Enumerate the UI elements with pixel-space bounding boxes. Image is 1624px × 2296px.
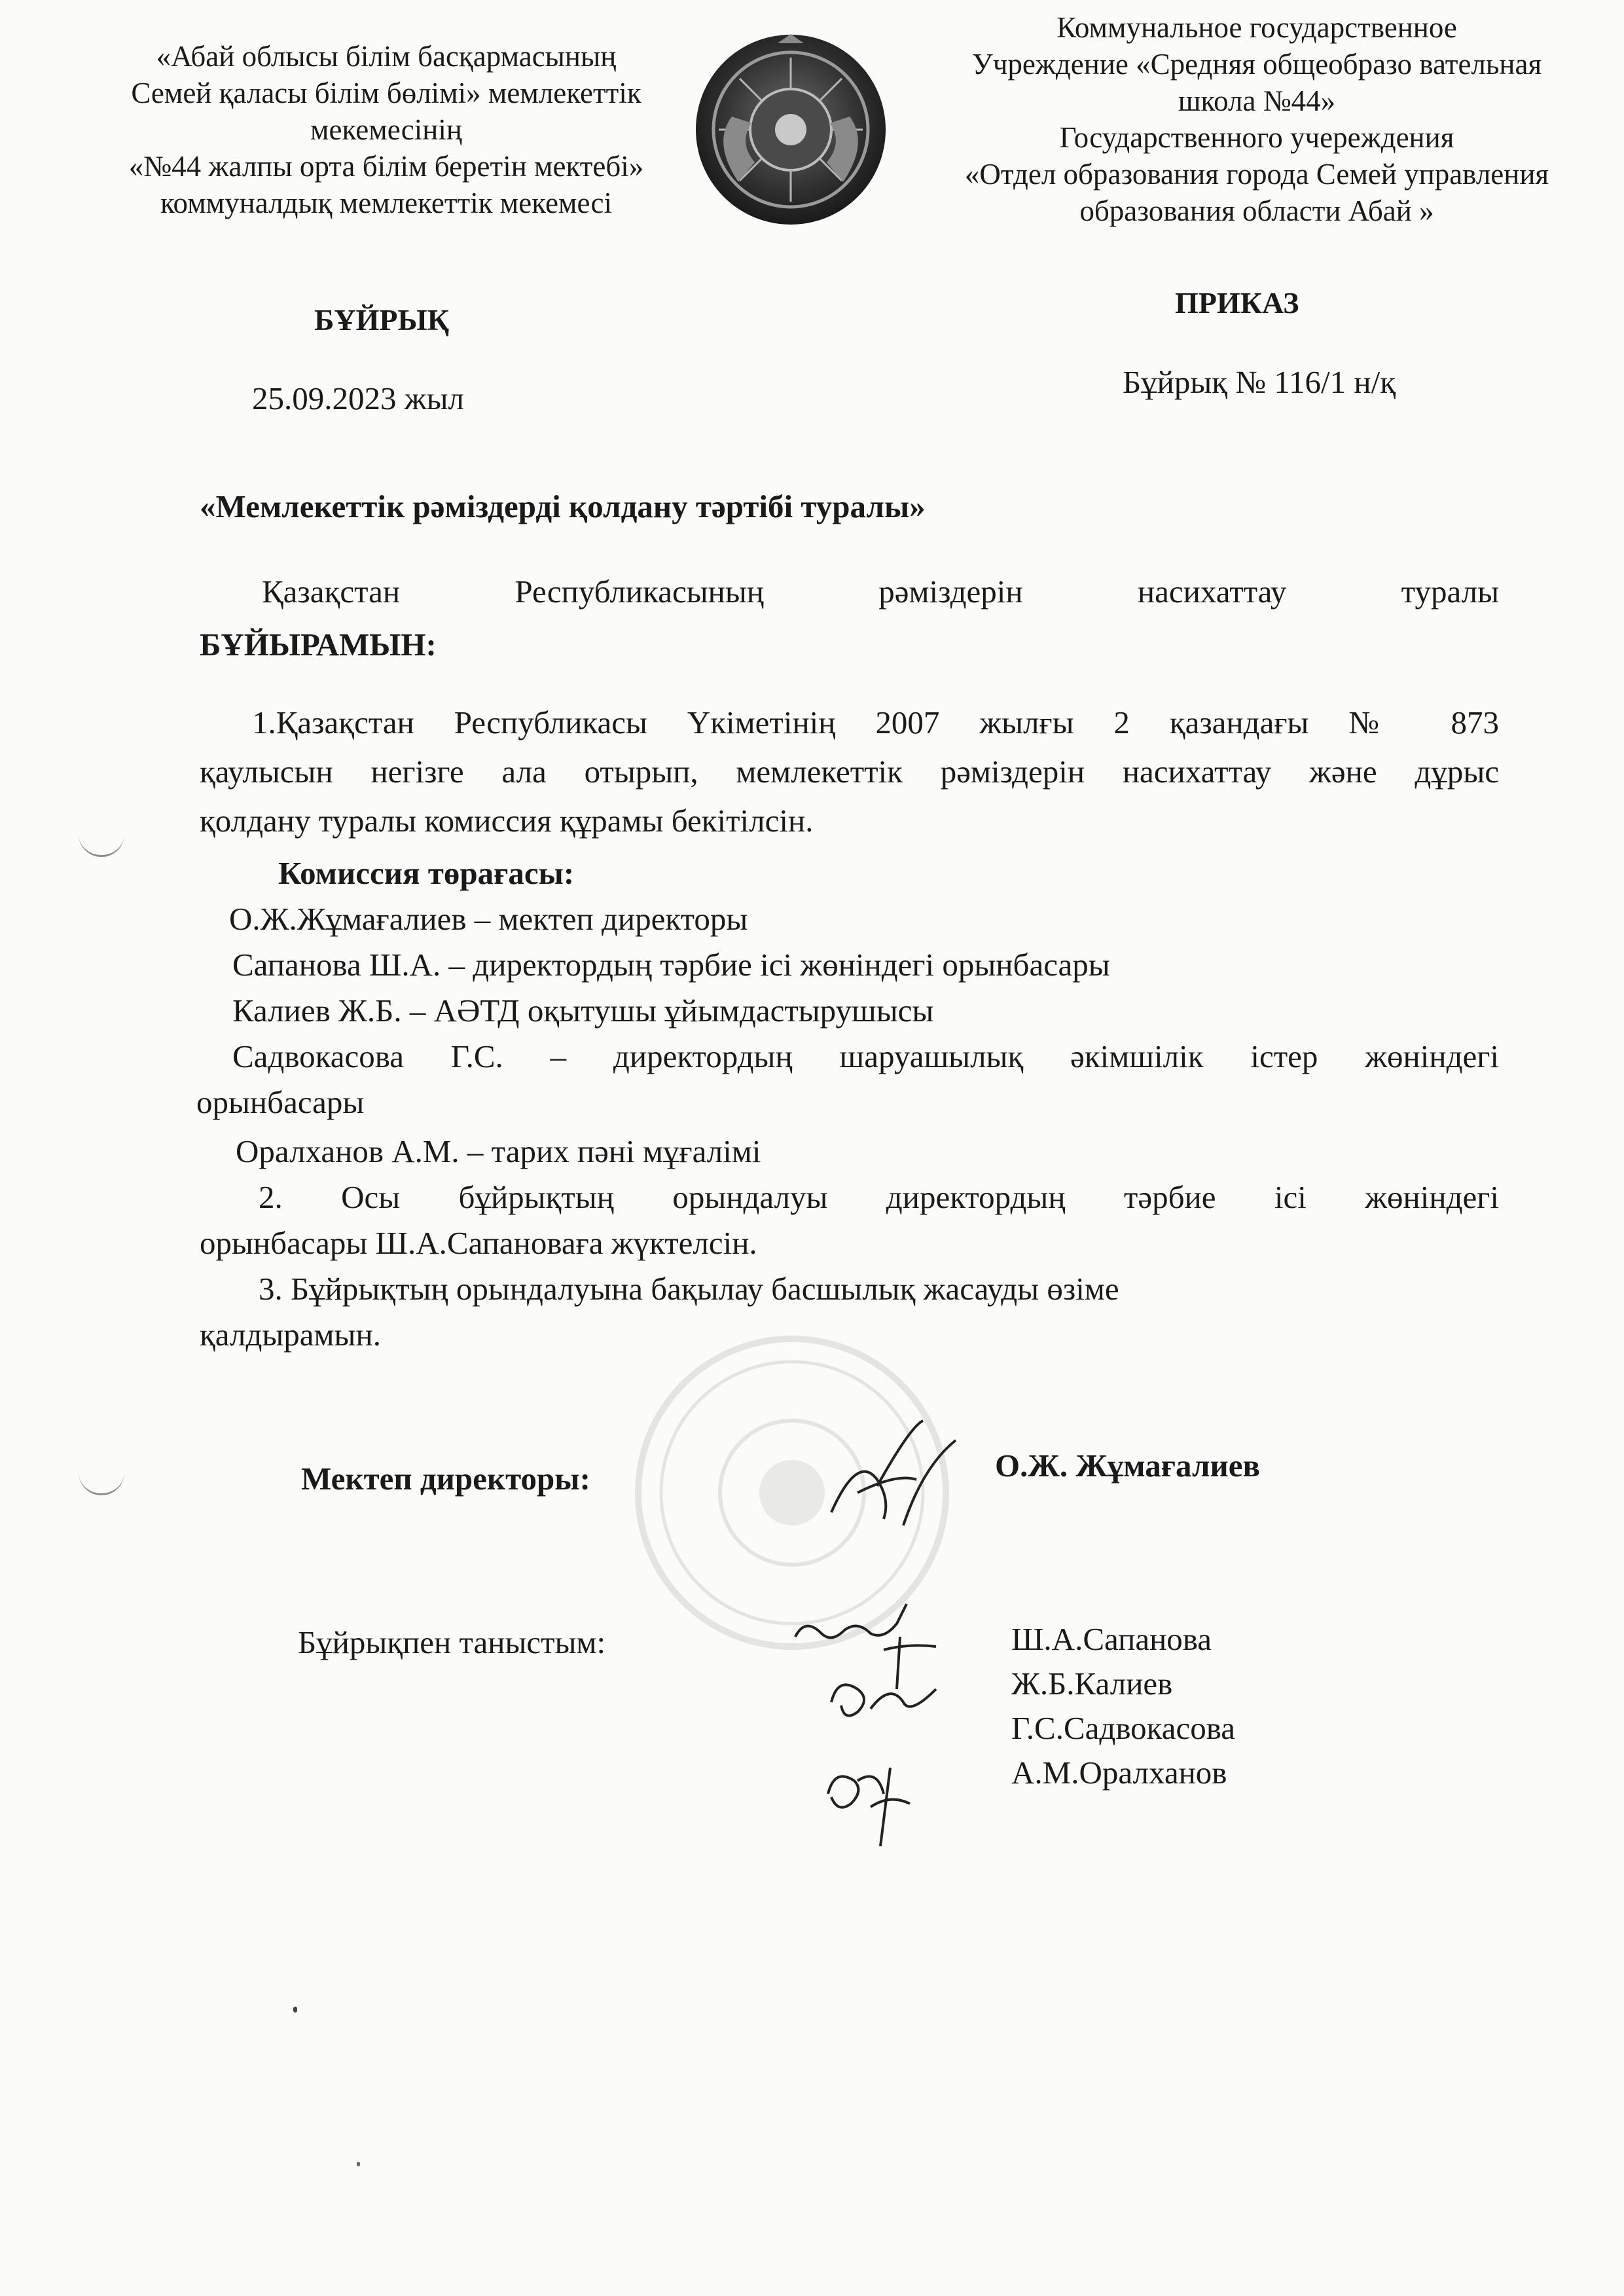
- header-russian-line: Учреждение «Средняя общеобразо вательная: [971, 48, 1542, 81]
- commission-member: О.Ж.Жұмағалиев – мектеп директоры: [229, 901, 748, 937]
- order-date: 25.09.2023 жыл: [252, 380, 464, 416]
- acknowledged-names: [1011, 1617, 1235, 1795]
- order-title-ru: ПРИКАЗ: [1175, 286, 1299, 319]
- commission-member: Садвокасова Г.С. – директордың шаруашылық әкімшілік істер жөніндегі: [232, 1038, 1499, 1074]
- signature-oralkhanov: [818, 1741, 916, 1853]
- scan-speck: [357, 2162, 360, 2166]
- item3-line: 3. Бұйрықтың орындалуына бақылау басшылық жасауды өзіме: [259, 1271, 1119, 1307]
- preamble-line: [262, 573, 1499, 611]
- acknowledged-label: Бұйрықпен таныстым:: [298, 1624, 606, 1660]
- item1-line: қолдану туралы комиссия құрамы бекітілсін.: [200, 803, 814, 839]
- order-number: Бұйрық № 116/1 н/қ: [1123, 364, 1396, 400]
- state-emblem: [693, 31, 889, 228]
- signature-kaliev: [825, 1663, 943, 1728]
- header-russian-line: Коммунальное государственное: [1056, 11, 1457, 44]
- header-kazakh-line: «№44 жалпы орта білім беретін мектебі»: [128, 150, 644, 183]
- header-russian: [910, 9, 1604, 229]
- commission-member: Оралханов А.М. – тарих пәні мұғалімі: [236, 1133, 761, 1169]
- header-kazakh: [98, 38, 674, 221]
- item2-line: 2. Осы бұйрықтың орындалуы директордың тәрбие ісі жөніндегі: [259, 1179, 1499, 1215]
- preamble-word: Қазақстан: [262, 574, 401, 610]
- commission-heading: Комиссия төрағасы:: [278, 855, 575, 891]
- item1-line: қаулысын негізге ала отырып, мемлекеттік рәміздерін насихаттау және дұрыс: [200, 754, 1499, 790]
- preamble-word: рәміздерін: [878, 574, 1023, 610]
- order-subject: «Мемлекеттік рәміздерді қолдану тәртібі туралы»: [200, 488, 926, 524]
- acknowledged-name: А.М.Оралханов: [1011, 1755, 1227, 1791]
- preamble-word: туралы: [1401, 574, 1499, 610]
- director-signature: [818, 1414, 962, 1532]
- header-kazakh-line: мекемесінің: [310, 113, 462, 146]
- director-label: Мектеп директоры:: [301, 1461, 590, 1497]
- header-russian-line: образования области Абай »: [1079, 194, 1434, 227]
- acknowledged-name: Ж.Б.Калиев: [1011, 1666, 1173, 1702]
- item3-line: қалдырамын.: [200, 1317, 381, 1353]
- commission-member: Сапанова Ш.А. – директордың тәрбие ісі жөніндегі орынбасары: [232, 947, 1110, 983]
- acknowledged-name: Г.С.Садвокасова: [1011, 1710, 1235, 1746]
- item1-line: 1.Қазақстан Республикасы Үкіметінің 2007 жылғы 2 қазандағы № 873: [252, 704, 1499, 740]
- commission-member: Калиев Ж.Б. – АӘТД оқытушы ұйымдастырушысы: [232, 993, 934, 1029]
- punch-hole-mark: [79, 1470, 124, 1495]
- item2-line: орынбасары Ш.А.Сапановаға жүктелсін.: [200, 1225, 757, 1261]
- director-name: О.Ж. Жұмағалиев: [995, 1448, 1260, 1484]
- header-russian-line: школа №44»: [1178, 84, 1336, 117]
- scan-speck: [293, 2007, 297, 2013]
- preamble-word: насихаттау: [1137, 574, 1287, 610]
- punch-hole-mark: [79, 831, 124, 857]
- header-russian-line: «Отдел образования города Семей управления: [964, 158, 1549, 191]
- order-title-kz: БҰЙРЫҚ: [314, 303, 450, 337]
- commission-member-cont: орынбасары: [196, 1084, 365, 1120]
- header-kazakh-line: Семей қаласы білім бөлімі» мемлекеттік: [131, 77, 641, 109]
- header-russian-line: Государственного учереждения: [1059, 121, 1454, 154]
- command-word: БҰЙЫРАМЫН:: [200, 627, 437, 663]
- preamble-word: Республикасының: [514, 574, 764, 610]
- header-kazakh-line: «Абай облысы білім басқармасының: [156, 40, 617, 73]
- header-kazakh-line: коммуналдық мемлекеттік мекемесі: [160, 187, 613, 219]
- acknowledged-name: Ш.А.Сапанова: [1011, 1621, 1212, 1657]
